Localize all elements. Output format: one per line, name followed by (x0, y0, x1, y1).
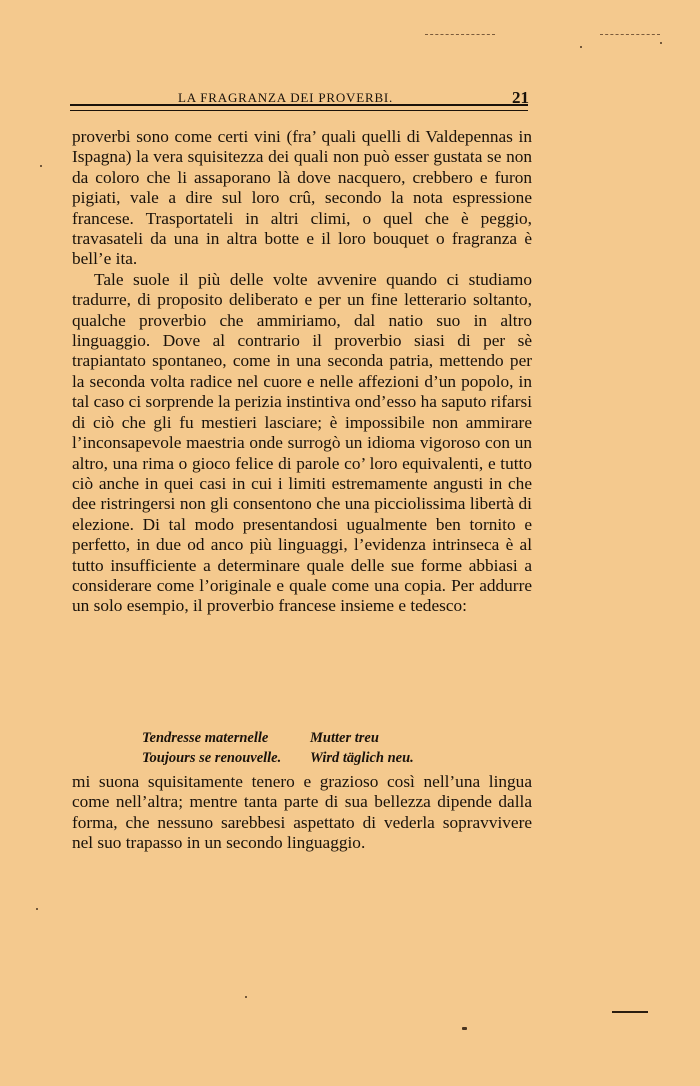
french-line-2: Toujours se renouvelle. (142, 750, 282, 766)
closing-text (72, 772, 532, 854)
scan-mark (600, 34, 660, 35)
scan-speck (462, 1027, 467, 1030)
paragraph-1: proverbi sono come certi vini (fra’ quali quelli di Valdepennas in Ispagna) la vera squisitezza dei quali non può esser gustata se non da coloro che li assaporano là dove nacquero, crebbero e furon pigiati, vale a dire sul loro crû, secondo la nota espressione francese. Trasportateli in altri climi, o quel che è peggio, travasateli da una in altra botte e il loro bouquet o fragranza è bell’e ita. (72, 127, 532, 269)
scan-speck (580, 46, 582, 48)
scan-speck (36, 908, 38, 910)
main-text (72, 127, 532, 617)
verse-row-1 (142, 728, 442, 748)
scan-speck (245, 996, 247, 998)
proverb-verse (142, 728, 442, 768)
french-line-1: Tendresse maternelle (142, 730, 269, 746)
scan-speck (660, 42, 662, 44)
header-rule (70, 104, 528, 106)
running-title: LA FRAGRANZA DEI PROVERBI. (178, 90, 394, 105)
scan-speck (40, 165, 42, 167)
german-line-2: Wird täglich neu. (310, 750, 414, 766)
page-number: 21 (512, 88, 529, 107)
scan-mark (425, 34, 495, 35)
paragraph-3: mi suona squisitamente tenero e grazioso così nell’una lingua come nell’altra; mentre tanta parte di sua bellezza dipende dalla forma, che nessuno sarebbesi aspettato di vederla sopravvivere nel suo trapasso in un secondo linguaggio. (72, 772, 532, 853)
paragraph-2: Tale suole il più delle volte avvenire quando ci studiamo tradurre, di proposito deliberato e per un fine letterario soltanto, qualche proverbio che ammiriamo, dal natio suo in altro linguaggio. Dove al contrario il proverbio siasi di per sè trapiantato spontaneo, come in una seconda patria, mettendo per la seconda volta radice nel cuore e nelle affezioni d’un popolo, in tal caso ci sorprende la perizia instintiva ond’esso ha saputo rifarsi di ciò che gli fu mestieri lasciare; è impossibile non ammirare l’inconsapevole maestria onde surrogò un idioma vigoroso con un altro, una rima o gioco felice di parole co’ loro equivalenti, e tutto ciò anche in quei casi in cui i limiti estremamente angusti in che dee ristringersi non gli consentono che una picciolissima libertà di elezione. Di tal modo presentandosi ugualmente ben tornito e perfetto, in due od anco più linguaggi, l’evidenza intrinseca è al tutto insufficiente a determinare quale delle sue forme abbiasi a considerare come l’originale e quale come una copia. Per addurre un solo esempio, il proverbio francese insieme e tedesco: (72, 269, 532, 616)
scan-mark (612, 1011, 648, 1013)
verse-row-2 (142, 748, 442, 768)
german-line-1: Mutter treu (310, 730, 379, 746)
header-rule-thin (70, 110, 528, 111)
